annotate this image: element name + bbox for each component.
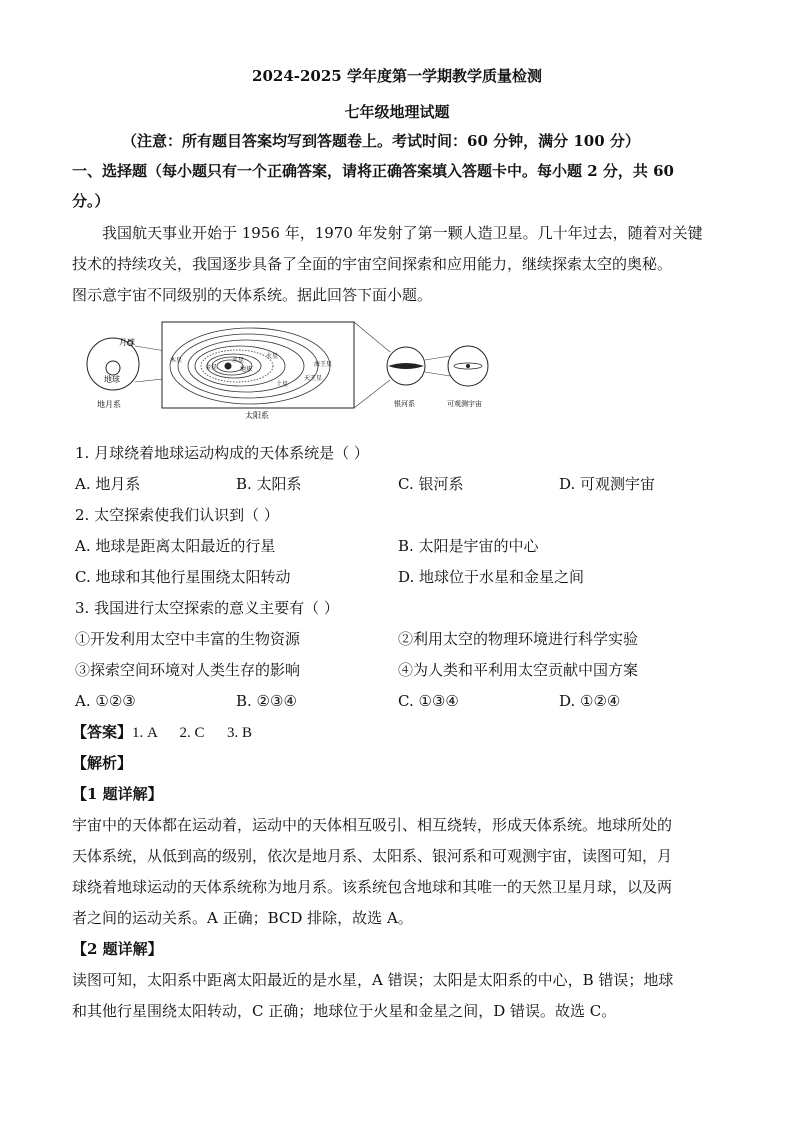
detail-1-line-3: 球绕着地球运动的天体系统称为地月系。该系统包含地球和其唯一的天然卫星月球，以及两	[72, 878, 673, 896]
q3-option-d[interactable]: D. ①②④	[559, 692, 621, 710]
exam-subtitle: 七年级地理试题	[344, 103, 450, 121]
detail-2-line-2: 和其他行星围绕太阳转动，C 正确；地球位于火星和金星之间，D 错误。故选 C。	[72, 1002, 617, 1020]
venus-label: 金星	[205, 364, 218, 371]
answer-row	[72, 722, 252, 743]
intro-line-3: 图示意宇宙不同级别的天体系统。据此回答下面小题。	[72, 286, 433, 304]
q3-statement-3: ③探索空间环境对人类生存的影响	[75, 661, 301, 679]
q2-option-c[interactable]: C. 地球和其他行星围绕太阳转动	[75, 568, 291, 586]
q2-option-a[interactable]: A. 地球是距离太阳最近的行星	[75, 537, 276, 555]
question-3-stem: 3. 我国进行太空探索的意义主要有（ ）	[75, 599, 339, 617]
q3-statement-2: ②利用太空的物理环境进行科学实验	[398, 630, 639, 648]
sun-icon	[225, 363, 232, 370]
q3-statement-4: ④为人类和平利用太空贡献中国方案	[398, 661, 639, 679]
q2-option-d[interactable]: D. 地球位于水星和金星之间	[398, 568, 585, 586]
detail-2-line-1: 读图可知，太阳系中距离太阳最近的是水星，A 错误；太阳是太阳系的中心，B 错误；地球	[72, 971, 674, 989]
uranus-label: 天王星	[304, 375, 323, 382]
observable-universe-label: 可观测宇宙	[447, 400, 482, 408]
exam-notice: （注意：所有题目答案均写到答题卷上。考试时间：60 分钟，满分 100 分）	[122, 132, 640, 150]
q1-option-c[interactable]: C. 银河系	[398, 475, 464, 493]
q1-option-a[interactable]: A. 地月系	[75, 475, 141, 493]
q3-option-a[interactable]: A. ①②③	[75, 692, 136, 710]
solar-system-label: 太阳系	[245, 411, 269, 420]
section-heading-line1: 一、选择题（每小题只有一个正确答案，请将正确答案填入答题卡中。每小题 2 分，共 60	[72, 162, 674, 180]
q3-statement-1: ①开发利用太空中丰富的生物资源	[75, 630, 301, 648]
mars-label: 火星	[266, 353, 279, 360]
detail-1-label: 【1 题详解】	[72, 785, 163, 803]
section-heading-line2: 分。）	[72, 192, 110, 210]
detail-1-line-4: 者之间的运动关系。A 正确；BCD 排除，故选 A。	[72, 909, 413, 927]
analysis-label: 【解析】	[72, 754, 133, 772]
earth-moon-system-label: 地月系	[97, 400, 121, 409]
question-1-stem: 1. 月球绕着地球运动构成的天体系统是（ ）	[75, 444, 369, 462]
earth-small-label: 地球	[240, 366, 253, 373]
earth-icon	[106, 361, 120, 375]
q2-option-b[interactable]: B. 太阳是宇宙的中心	[398, 537, 539, 555]
detail-2-label: 【2 题详解】	[72, 940, 163, 958]
intro-line-2: 技术的持续攻关，我国逐步具备了全面的宇宙空间探索和应用能力，继续探索太空的奥秘。	[72, 255, 673, 273]
q1-option-b[interactable]: B. 太阳系	[236, 475, 302, 493]
question-2-stem: 2. 太空探索使我们认识到（ ）	[75, 506, 279, 524]
moon-label: 月球	[119, 338, 135, 347]
galaxy-label: 银河系	[394, 400, 415, 408]
celestial-systems-figure	[80, 316, 500, 420]
saturn-label: 土星	[276, 381, 289, 388]
q3-option-c[interactable]: C. ①③④	[398, 692, 459, 710]
detail-1-line-2: 天体系统，从低到高的级别，依次是地月系、太阳系、银河系和可观测宇宙，读图可知，月	[72, 847, 673, 865]
neptune-label: 海王星	[314, 361, 333, 368]
q1-option-d[interactable]: D. 可观测宇宙	[559, 475, 656, 493]
intro-line-1: 我国航天事业开始于 1956 年，1970 年发射了第一颗人造卫星。几十年过去，随着对关键	[102, 224, 703, 242]
earth-label: 地球	[104, 375, 120, 384]
answer-label: 【答案】	[72, 723, 133, 741]
detail-1-line-1: 宇宙中的天体都在运动着，运动中的天体相互吸引、相互绕转，形成天体系统。地球所处的	[72, 816, 673, 834]
mercury-label: 水星	[232, 357, 245, 364]
jupiter-label: 木星	[170, 357, 183, 364]
q3-option-b[interactable]: B. ②③④	[236, 692, 297, 710]
answer-text: 1. A 2. C 3. B	[132, 725, 253, 741]
exam-title: 2024-2025 学年度第一学期教学质量检测	[252, 67, 542, 85]
